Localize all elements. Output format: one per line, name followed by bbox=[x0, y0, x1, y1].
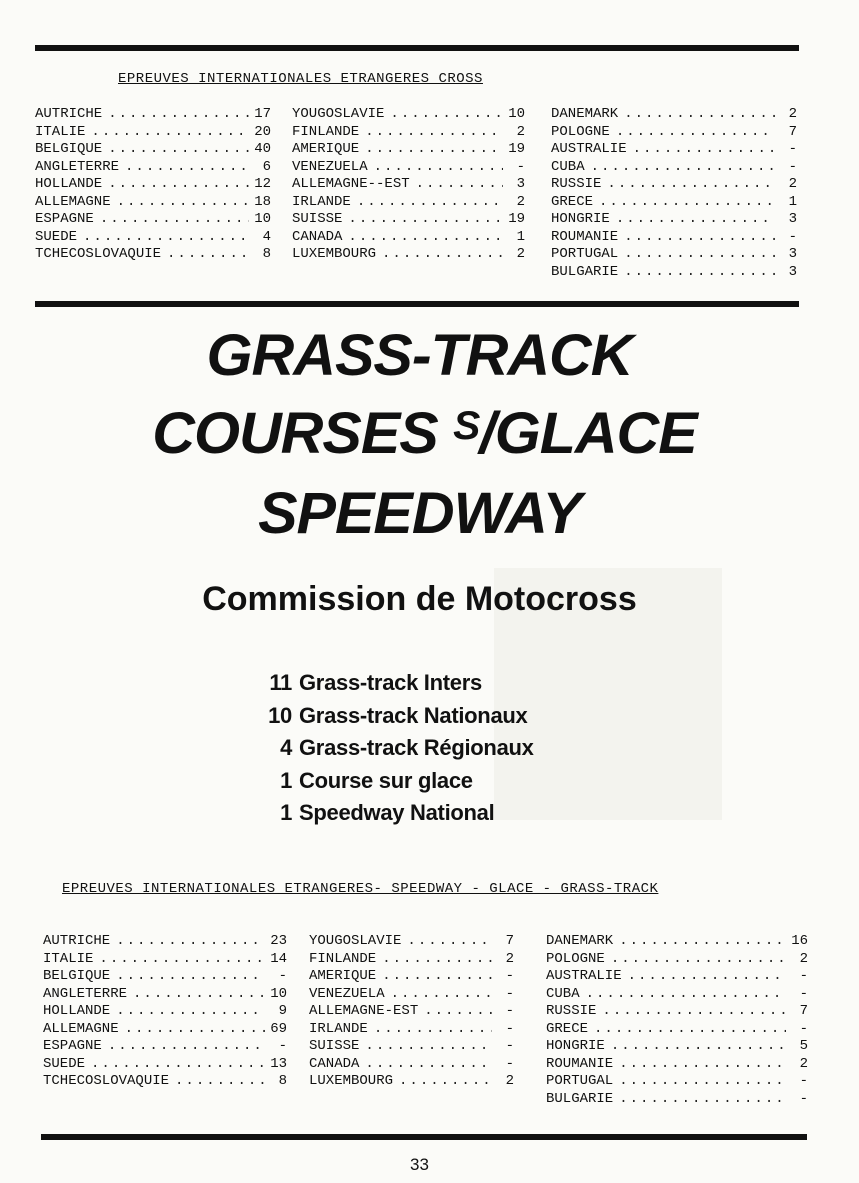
table-row: CANADA ..... - bbox=[309, 1056, 514, 1073]
table-row: DANEMARK ..... 16 bbox=[546, 933, 808, 950]
speedway-section-heading: EPREUVES INTERNATIONALES ETRANGERES- SPEEDWAY - GLACE - GRASS-TRACK bbox=[62, 881, 659, 897]
table-row: TCHECOSLOVAQUIE ..... 8 bbox=[43, 1073, 287, 1090]
table-row: VENEZUELA ..... - bbox=[292, 159, 525, 176]
stat-item: 1 Course sur glace bbox=[280, 767, 473, 793]
table-row: SUEDE ..... 13 bbox=[43, 1056, 287, 1073]
table-row: YOUGOSLAVIE ..... 7 bbox=[309, 933, 514, 950]
stat-item: 1 Speedway National bbox=[280, 800, 495, 825]
table-row: HONGRIE ..... 5 bbox=[546, 1038, 808, 1055]
cross-section-heading: EPREUVES INTERNATIONALES ETRANGERES CROSS bbox=[118, 71, 483, 87]
table-row: ROUMANIE ..... - bbox=[551, 229, 797, 246]
table-row: YOUGOSLAVIE ..... 10 bbox=[292, 106, 525, 123]
table-row: POLOGNE ..... 7 bbox=[551, 124, 797, 141]
table-row: CUBA ..... - bbox=[546, 986, 808, 1003]
table-row: PORTUGAL ..... - bbox=[546, 1073, 808, 1090]
title-courses-glace bbox=[0, 400, 859, 467]
table-row: IRLANDE ..... 2 bbox=[292, 194, 525, 211]
table-row: LUXEMBOURG ..... 2 bbox=[292, 246, 525, 263]
stat-item: 11 Grass-track Inters bbox=[269, 670, 482, 695]
table-row: ESPAGNE ..... - bbox=[43, 1038, 287, 1055]
table-row: FINLANDE ..... 2 bbox=[309, 951, 514, 968]
stat-item: 10 Grass-track Nationaux bbox=[268, 702, 528, 728]
table-row: ALLEMAGNE--EST ..... 3 bbox=[292, 176, 525, 193]
table-row: SUEDE ..... 4 bbox=[35, 229, 271, 246]
table-row: SUISSE ..... 19 bbox=[292, 211, 525, 228]
table-row: HONGRIE ..... 3 bbox=[551, 211, 797, 228]
table-row: TCHECOSLOVAQUIE ..... 8 bbox=[35, 246, 271, 263]
title-glace-text: /GLACE bbox=[479, 401, 697, 466]
table-row: AUTRICHE ..... 23 bbox=[43, 933, 287, 950]
stat-item: 4 Grass-track Régionaux bbox=[280, 735, 534, 760]
table-row: IRLANDE ..... - bbox=[309, 1021, 514, 1038]
table-row: PORTUGAL ..... 3 bbox=[551, 246, 797, 263]
table-row: POLOGNE ..... 2 bbox=[546, 951, 808, 968]
title-courses-text: COURSES bbox=[152, 401, 454, 466]
commission-heading: Commission de Motocross bbox=[202, 580, 637, 618]
table-row: AUTRICHE ..... 17 bbox=[35, 106, 271, 123]
title-grass-track: GRASS-TRACK bbox=[206, 323, 633, 388]
table-row: RUSSIE ..... 7 bbox=[546, 1003, 808, 1020]
table-row: FINLANDE ..... 2 bbox=[292, 124, 525, 141]
table-row: HOLLANDE ..... 12 bbox=[35, 176, 271, 193]
table-row: BELGIQUE ..... 40 bbox=[35, 141, 271, 158]
table-row: ROUMANIE ..... 2 bbox=[546, 1056, 808, 1073]
table-row: ANGLETERRE ..... 6 bbox=[35, 159, 271, 176]
table-row: GRECE ..... - bbox=[546, 1021, 808, 1038]
page-number: 33 bbox=[410, 1155, 429, 1174]
bottom-rule bbox=[41, 1134, 807, 1140]
table-row: VENEZUELA ..... - bbox=[309, 986, 514, 1003]
table-row: AUSTRALIE ..... - bbox=[546, 968, 808, 985]
table-row: ESPAGNE ..... 10 bbox=[35, 211, 271, 228]
table-row: ITALIE ..... 14 bbox=[43, 951, 287, 968]
title-speedway: SPEEDWAY bbox=[258, 481, 581, 546]
table-row: BULGARIE ..... - bbox=[546, 1091, 808, 1108]
table-row: AMERIQUE ..... - bbox=[309, 968, 514, 985]
table-row: DANEMARK ..... 2 bbox=[551, 106, 797, 123]
top-rule bbox=[35, 45, 799, 51]
table-row: RUSSIE ..... 2 bbox=[551, 176, 797, 193]
table-row: SUISSE ..... - bbox=[309, 1038, 514, 1055]
table-row: ALLEMAGNE ..... 18 bbox=[35, 194, 271, 211]
middle-rule bbox=[35, 301, 799, 307]
table-row: ANGLETERRE ..... 10 bbox=[43, 986, 287, 1003]
table-row: ALLEMAGNE ..... 69 bbox=[43, 1021, 287, 1038]
table-row: ITALIE ..... 20 bbox=[35, 124, 271, 141]
table-row: BULGARIE ..... 3 bbox=[551, 264, 797, 281]
table-row: GRECE ..... 1 bbox=[551, 194, 797, 211]
table-row: BELGIQUE ..... - bbox=[43, 968, 287, 985]
table-row: AUSTRALIE ..... - bbox=[551, 141, 797, 158]
title-s-superscript: S bbox=[453, 404, 480, 448]
table-row: CUBA ..... - bbox=[551, 159, 797, 176]
table-row: LUXEMBOURG ..... 2 bbox=[309, 1073, 514, 1090]
table-row: CANADA ..... 1 bbox=[292, 229, 525, 246]
table-row: AMERIQUE ..... 19 bbox=[292, 141, 525, 158]
table-row: HOLLANDE ..... 9 bbox=[43, 1003, 287, 1020]
table-row: ALLEMAGNE-EST ..... - bbox=[309, 1003, 514, 1020]
